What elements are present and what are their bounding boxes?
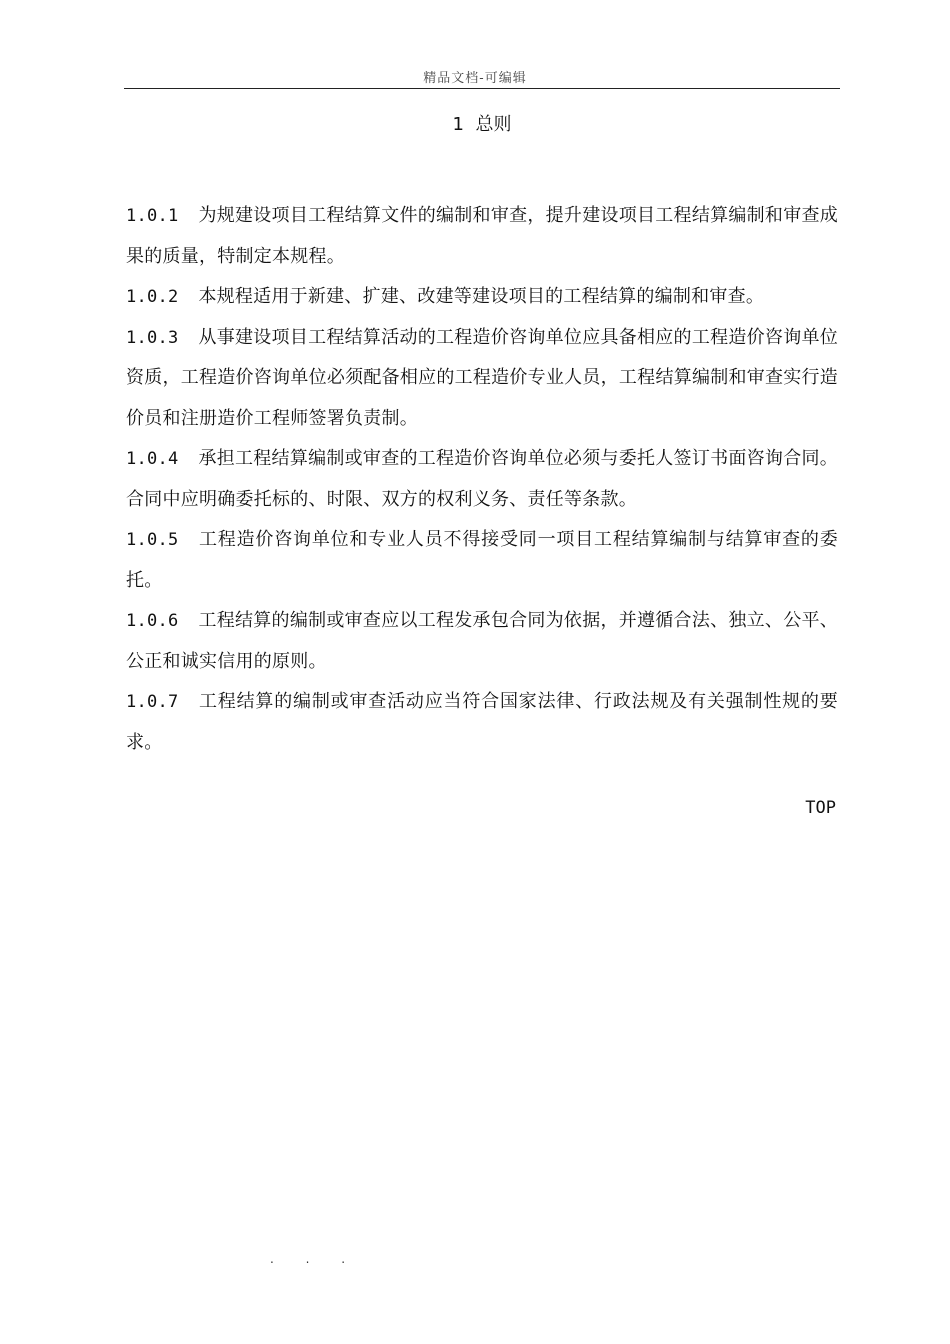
clause-text: 从事建设项目工程结算活动的工程造价咨询单位应具备相应的工程造价咨询单位资质，工程造价咨询单位必须配备相应的工程造价专业人员，工程结算编制和审查实行造价员和注册造价工程师签署负责制。: [126, 326, 838, 429]
clause-1-0-1: [126, 196, 838, 277]
clause-number: 1.0.7: [126, 692, 179, 712]
footer-dots: . . .: [270, 1252, 360, 1266]
clause-number: 1.0.3: [126, 327, 179, 348]
clause-text: 工程造价咨询单位和专业人员不得接受同一项目工程结算编制与结算审查的委托。: [126, 529, 838, 591]
clause-text: 为规建设项目工程结算文件的编制和审查，提升建设项目工程结算编制和审查成果的质量，特制定本规程。: [126, 205, 838, 267]
clause-number: 1.0.1: [126, 206, 179, 226]
clause-1-0-4: [126, 439, 838, 520]
clause-text: 工程结算的编制或审查活动应当符合国家法律、行政法规及有关强制性规的要求。: [126, 691, 838, 753]
page-header: 精品文档-可编辑: [423, 71, 527, 86]
clause-list: [126, 196, 838, 763]
clause-1-0-5: [126, 520, 838, 601]
clause-number: 1.0.6: [126, 611, 179, 631]
clause-text: 承担工程结算编制或审查的工程造价咨询单位必须与委托人签订书面咨询合同。合同中应明确委托标的、时限、双方的权利义务、责任等条款。: [126, 448, 838, 510]
clause-number: 1.0.5: [126, 530, 179, 550]
back-to-top-link[interactable]: TOP: [805, 798, 836, 818]
clause-number: 1.0.2: [126, 287, 179, 307]
clause-number: 1.0.4: [126, 449, 179, 469]
clause-1-0-2: [126, 277, 838, 318]
clause-1-0-7: [126, 682, 838, 763]
clause-1-0-3: [126, 318, 838, 440]
header-divider: [124, 88, 840, 89]
chapter-title: 1 总则: [452, 114, 512, 135]
clause-1-0-6: [126, 601, 838, 682]
clause-text: 本规程适用于新建、扩建、改建等建设项目的工程结算的编制和审查。: [198, 286, 765, 307]
clause-text: 工程结算的编制或审查应以工程发承包合同为依据，并遵循合法、独立、公平、公正和诚实信用的原则。: [126, 610, 838, 672]
